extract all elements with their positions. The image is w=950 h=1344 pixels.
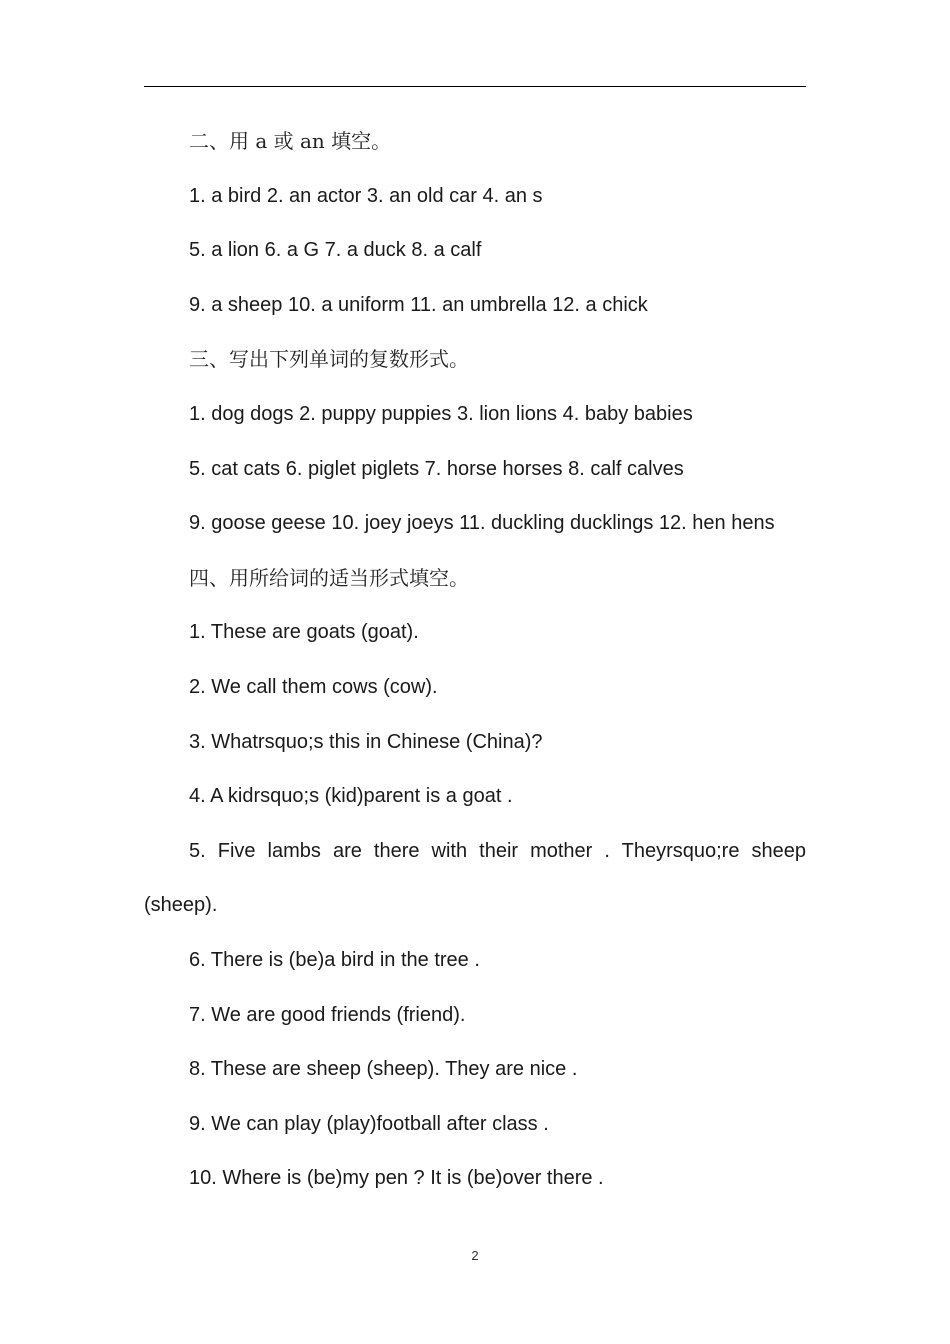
- answer-line: 5. cat cats 6. piglet piglets 7. horse horses 8. calf calves: [189, 457, 684, 480]
- page-content: [144, 114, 806, 1206]
- answer-line: 6. There is (be)a bird in the tree .: [189, 948, 480, 971]
- answer-line: 9. goose geese 10. joey joeys 11. duckling ducklings 12. hen hens: [189, 512, 775, 535]
- section-heading: 四、用所给词的适当形式填空。: [189, 565, 469, 590]
- answer-line: 4. A kidrsquo;s (kid)parent is a goat .: [189, 785, 513, 808]
- page-number: 2: [471, 1248, 479, 1263]
- section-heading: 三、写出下列单词的复数形式。: [189, 347, 469, 372]
- answer-line: 10. Where is (be)my pen ? It is (be)over there .: [189, 1167, 604, 1190]
- answer-line: 9. We can play (play)football after class .: [189, 1112, 549, 1135]
- answer-line: 1. dog dogs 2. puppy puppies 3. lion lions 4. baby babies: [189, 402, 693, 425]
- answer-line: 7. We are good friends (friend).: [189, 1003, 466, 1026]
- answer-line: 1. These are goats (goat).: [189, 621, 419, 644]
- answer-paragraph: 5. Five lambs are there with their mother . Theyrsquo;re sheep (sheep).: [144, 839, 806, 917]
- answer-line: 5. a lion 6. a G 7. a duck 8. a calf: [189, 239, 482, 262]
- answer-line: 3. Whatrsquo;s this in Chinese (China)?: [189, 730, 543, 753]
- section-heading: 二、用 a 或 an 填空。: [189, 129, 392, 153]
- answer-line: 1. a bird 2. an actor 3. an old car 4. an s: [189, 184, 543, 207]
- header-rule: [144, 86, 806, 87]
- answer-line: 9. a sheep 10. a uniform 11. an umbrella 12. a chick: [189, 293, 648, 316]
- answer-line: 8. These are sheep (sheep). They are nice .: [189, 1058, 578, 1081]
- answer-line: 2. We call them cows (cow).: [189, 675, 438, 698]
